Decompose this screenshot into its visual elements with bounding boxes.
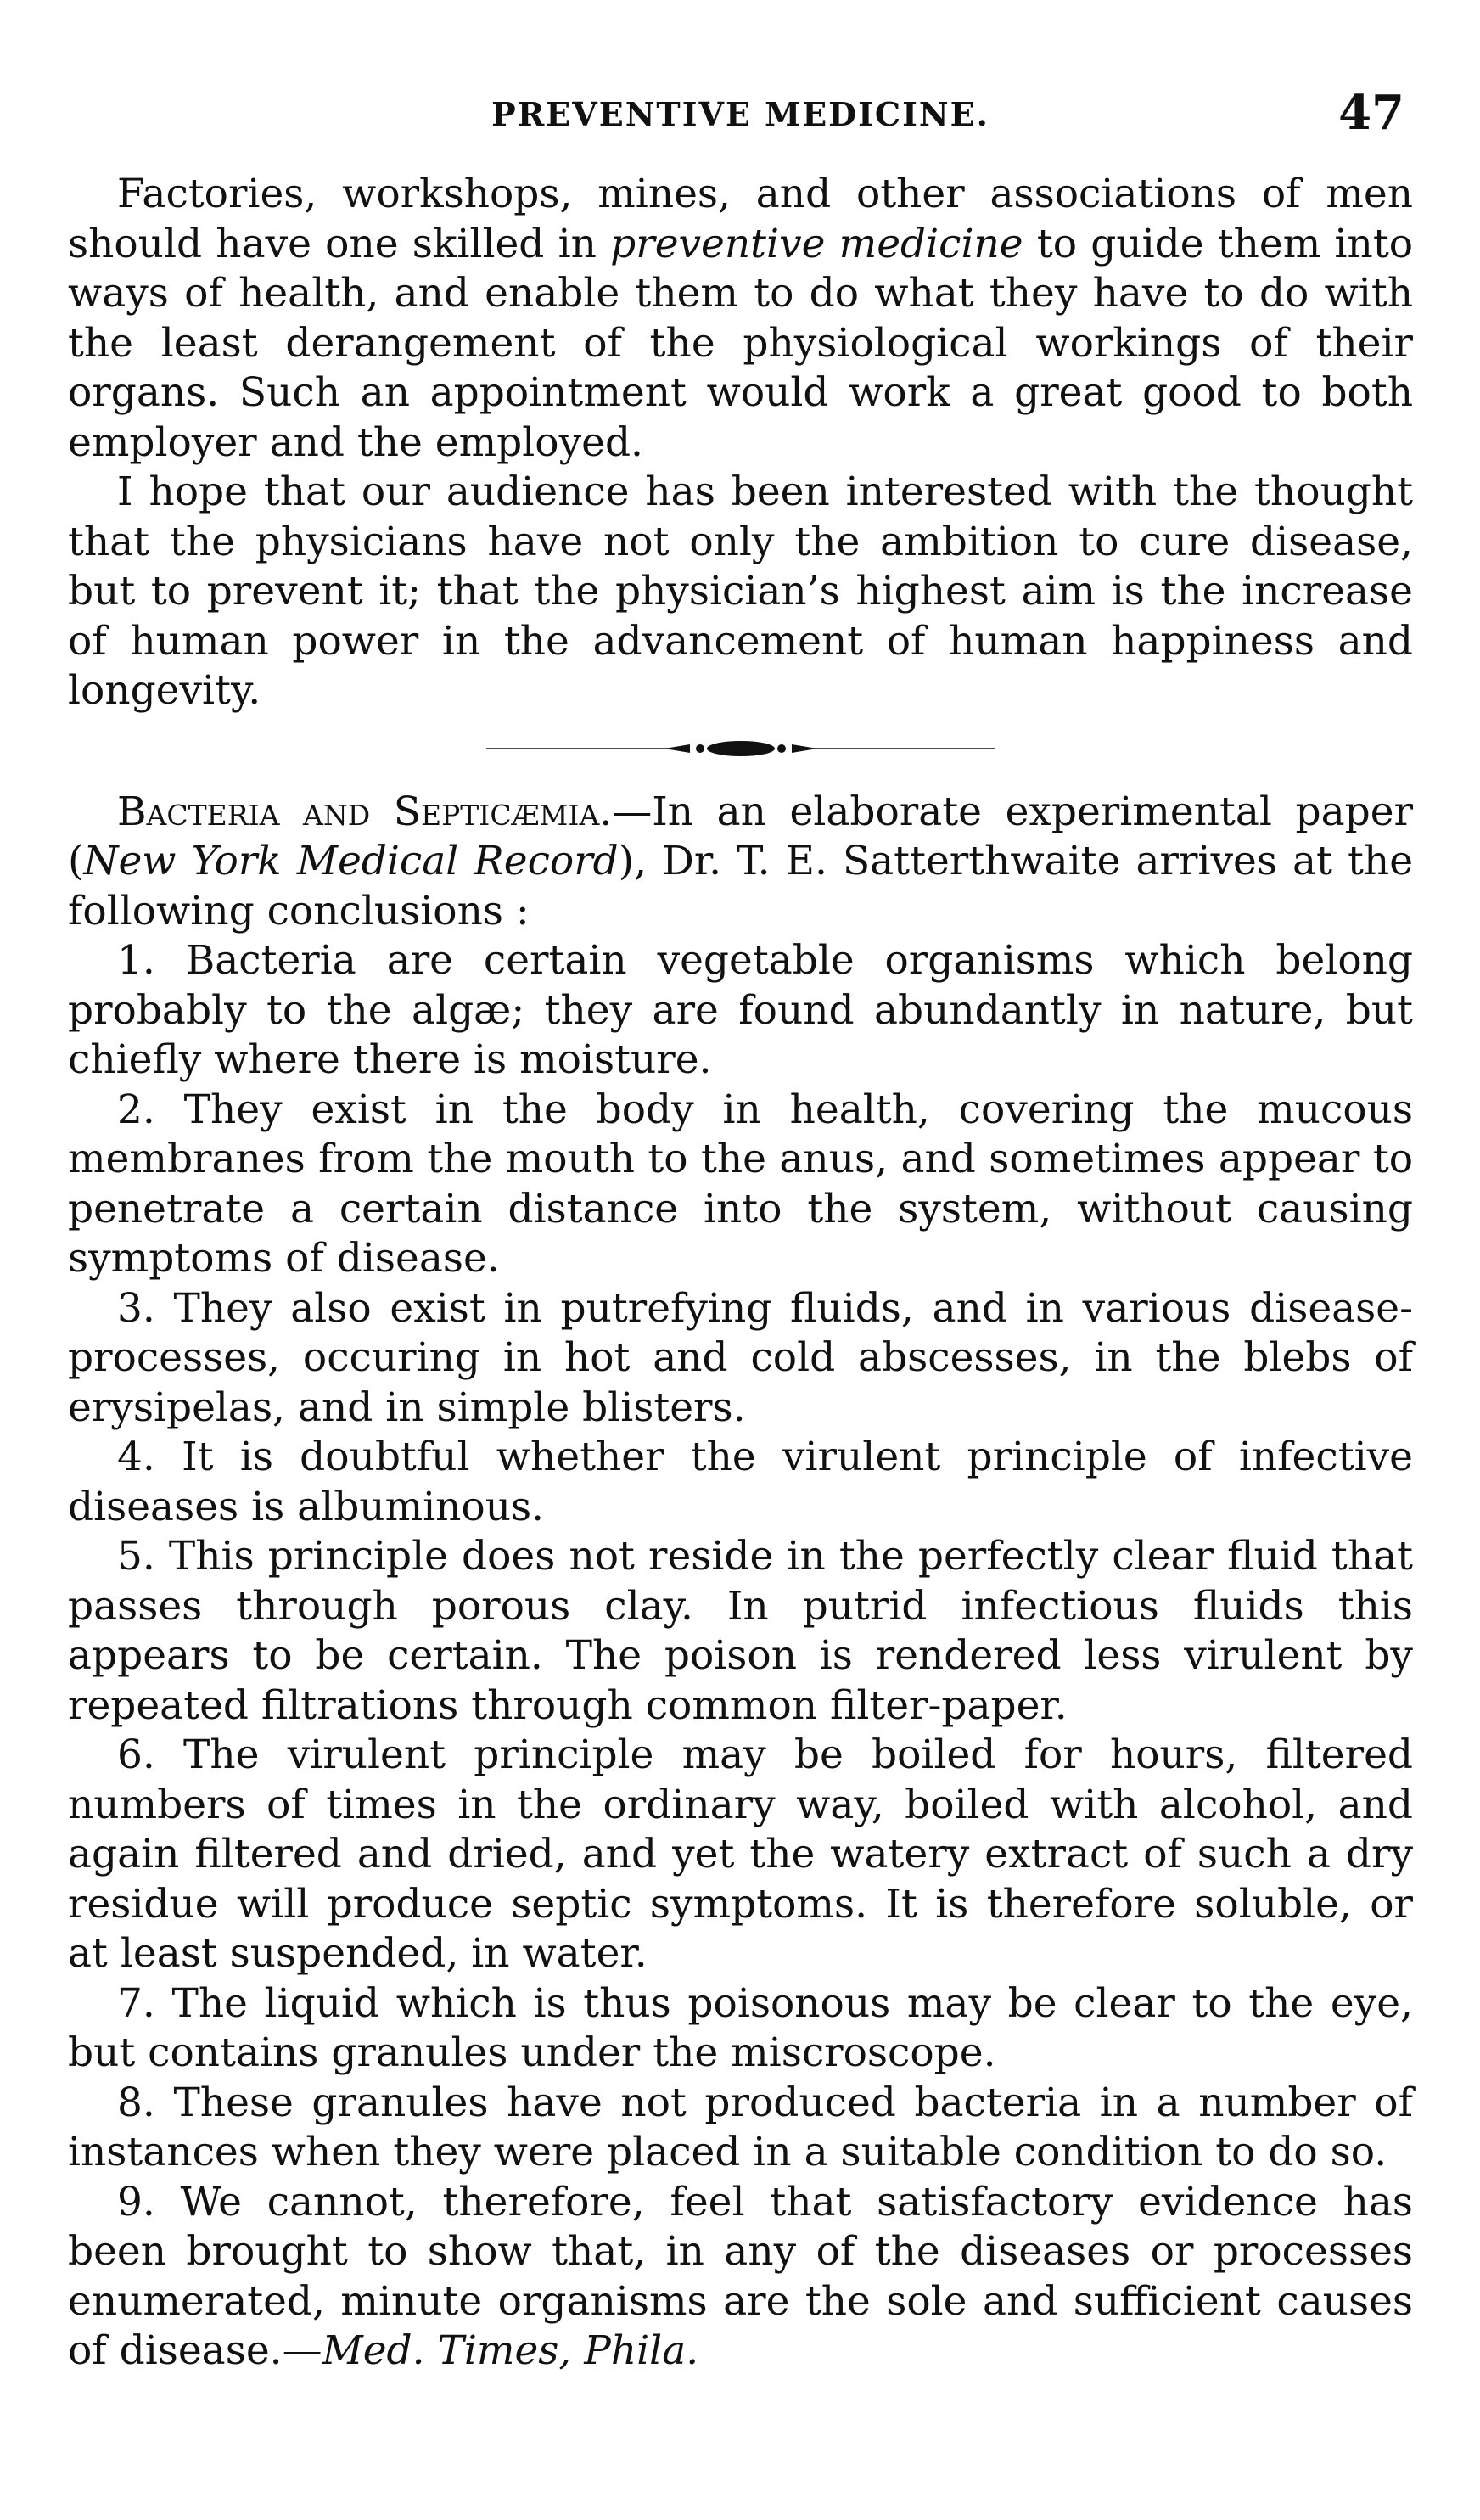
divider-flourish-icon xyxy=(478,736,1004,761)
running-head xyxy=(68,76,1413,170)
conclusion-5: 5. This principle does not reside in the perfectly clear fluid that passes through porous clay. In putrid infectious fluids this appears to be certain. The poison is rendered less virulent by repeated filtrations through common filter-paper. xyxy=(68,1533,1413,1729)
intro-paragraph-1 xyxy=(68,170,1413,468)
conclusion-3: 3. They also exist in putrefying fluids, and in various disease-processes, occuring in hot and cold abscesses, in the blebs of erysipelas, and in simple blisters. xyxy=(68,1284,1413,1431)
conclusion-9-text: 9. We cannot, therefore, feel that satisfactory evidence has been brought to show that, in any of the diseases or processes enumerated, minute organisms are the sole and sufficient causes of disease.— xyxy=(68,2178,1413,2374)
conclusion-4: 4. It is doubtful whether the virulent principle of infective diseases is albuminous. xyxy=(68,1434,1413,1530)
article-lead-text-a: —In an elaborate experimental paper ( xyxy=(68,788,1413,884)
intro-p1-text-a: Factories, workshops, mines, and other associations of men should have one skilled in xyxy=(68,171,1413,267)
intro-paragraph-2: I hope that our audience has been interested with the thought that the physicians have not only the ambition to cure disease, but to prevent it; that the physician’s highest aim is the increase of human power in the advancement of human happiness and longevity. xyxy=(68,469,1413,714)
article-heading: Bacteria and Septicæmia. xyxy=(117,788,613,835)
conclusion-7: 7. The liquid which is thus poisonous may be clear to the eye, but contains granules under the miscroscope. xyxy=(68,1979,1413,2076)
page-number: 47 xyxy=(1338,85,1404,141)
article-source-title: New York Medical Record xyxy=(83,838,619,884)
intro-p1-text-b: to guide them into ways of health, and enable them to do what they have to do with the least derangement of the physiological workings of their organs. Such an appointment would work a great good to both employer and the employed. xyxy=(68,220,1414,466)
running-title: PREVENTIVE MEDICINE. xyxy=(491,95,989,133)
conclusion-2: 2. They exist in the body in health, covering the mucous membranes from the mouth to the anus, and sometimes appear to penetrate a certain distance into the system, without causing symptoms of disease. xyxy=(68,1086,1413,1282)
article-lead-paragraph xyxy=(68,788,1413,937)
conclusion-1: 1. Bacteria are certain vegetable organisms which belong probably to the algæ; they are found abundantly in nature, but chiefly where there is moisture. xyxy=(68,937,1413,1083)
book-page xyxy=(68,76,1413,2377)
conclusion-6: 6. The virulent principle may be boiled for hours, filtered numbers of times in the ordinary way, boiled with alcohol, and again filtered and dried, and yet the watery extract of such a dry residue will produce septic symptoms. It is therefore soluble, or at least suspended, in water. xyxy=(68,1731,1413,1977)
conclusion-9-source: Med. Times, Phila. xyxy=(322,2327,699,2374)
intro-p1-emphasis: preventive medicine xyxy=(610,220,1023,267)
conclusion-8: 8. These granules have not produced bacteria in a number of instances when they were placed in a suitable condition to do so. xyxy=(68,2079,1413,2175)
conclusion-9 xyxy=(68,2178,1413,2377)
section-divider-ornament xyxy=(68,716,1413,781)
article-lead-text-b: ), Dr. T. E. Satterthwaite arrives at the following conclusions : xyxy=(68,838,1414,934)
